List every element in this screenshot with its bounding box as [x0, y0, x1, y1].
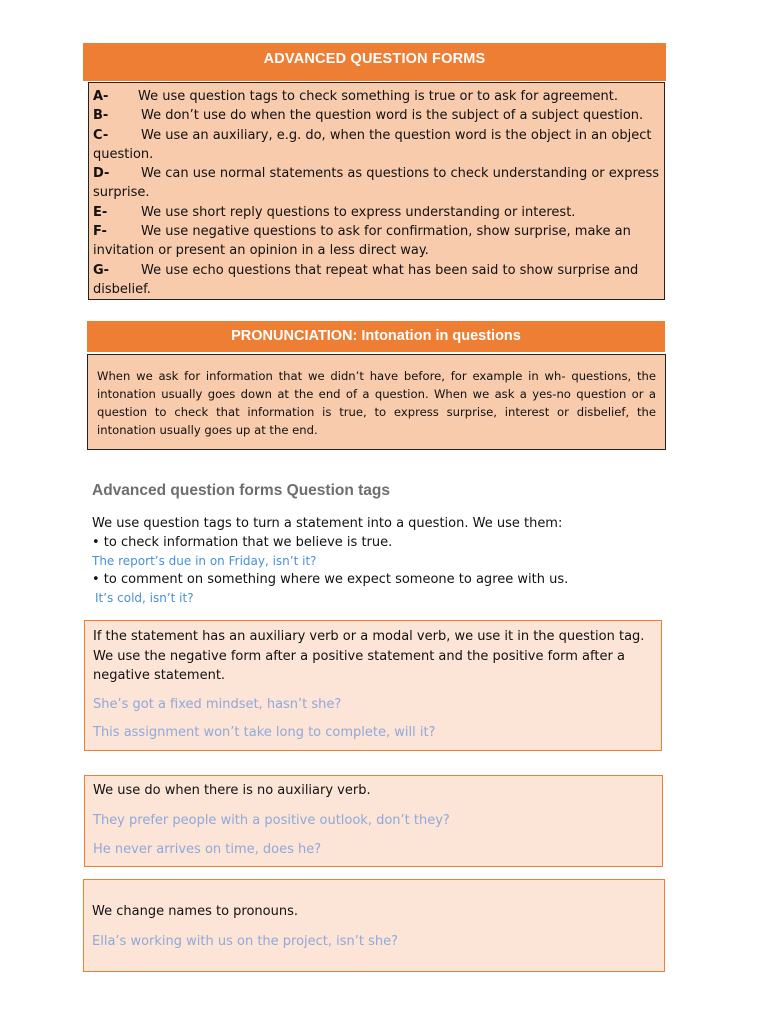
rule-letter: F- [93, 224, 107, 240]
rule-d [93, 164, 660, 203]
auxiliary-rule-text: If the statement has an auxiliary verb or a modal verb, we use it in the question tag. We use the negative form after a positive statement and the positive form after a negative statement. [93, 629, 645, 683]
example-report: The report’s due in on Friday, isn’t it? [92, 554, 317, 568]
rule-g [93, 261, 660, 300]
rule-e [93, 203, 660, 222]
rule-b [93, 106, 660, 125]
bullet-check-info: • to check information that we believe is true. [92, 535, 393, 550]
intro-text: We use question tags to turn a statement into a question. We use them: [92, 516, 563, 531]
rule-f [93, 222, 660, 261]
rule-text: We use an auxiliary, e.g. do, when the question word is the object in an object question. [93, 127, 652, 162]
rule-text: We use negative questions to ask for confirmation, show surprise, make an invitation or present an opinion in a less direct way. [93, 224, 631, 259]
auxiliary-rule-box [84, 620, 662, 751]
rule-letter: B- [93, 108, 109, 124]
rule-text: We use short reply questions to express understanding or interest. [141, 204, 576, 220]
pronoun-rule-box [83, 879, 665, 972]
rule-letter: E- [93, 204, 108, 220]
rule-letter: D- [93, 166, 110, 182]
example-ella: Ella’s working with us on the project, isn’t she? [92, 933, 399, 949]
rule-a [93, 87, 660, 106]
rules-box [88, 82, 665, 300]
rule-letter: C- [93, 127, 109, 143]
pronunciation-header: PRONUNCIATION: Intonation in questions [87, 321, 665, 352]
example-cold: It’s cold, isn’t it? [95, 591, 194, 605]
pronunciation-box [87, 354, 666, 450]
bullet-comment: • to comment on something where we expect someone to agree with us. [92, 572, 569, 587]
rule-letter: A- [93, 89, 109, 104]
pronunciation-text: When we ask for information that we didn’t have before, for example in wh- questions, the intonation usually goes down at the end of a question. When we ask a yes-no question or a question to check that information is true, to express surprise, interest or disbelief, the intonation usually goes up at the end. [97, 369, 656, 437]
example-on-time: He never arrives on time, does he? [93, 842, 322, 857]
example-mindset: She’s got a fixed mindset, hasn’t she? [93, 696, 342, 712]
rule-text: We can use normal statements as questions to check understanding or express surprise. [93, 166, 660, 201]
pronoun-rule-text: We change names to pronouns. [92, 904, 298, 919]
rule-text: We use question tags to check something is true or to ask for agreement. [138, 89, 618, 104]
rule-text: We use echo questions that repeat what has been said to show surprise and disbelief. [93, 262, 639, 297]
do-rule-box [84, 775, 663, 867]
do-rule-text: We use do when there is no auxiliary verb. [93, 783, 371, 798]
example-outlook: They prefer people with a positive outlook, don’t they? [93, 812, 450, 828]
rule-c [93, 126, 660, 165]
advanced-question-forms-header: ADVANCED QUESTION FORMS [83, 43, 666, 81]
rule-letter: G- [93, 262, 110, 278]
section-title: Advanced question forms Question tags [92, 482, 390, 499]
rule-text: We don’t use do when the question word is the subject of a subject question. [141, 108, 644, 124]
example-assignment: This assignment won’t take long to complete, will it? [93, 725, 436, 740]
